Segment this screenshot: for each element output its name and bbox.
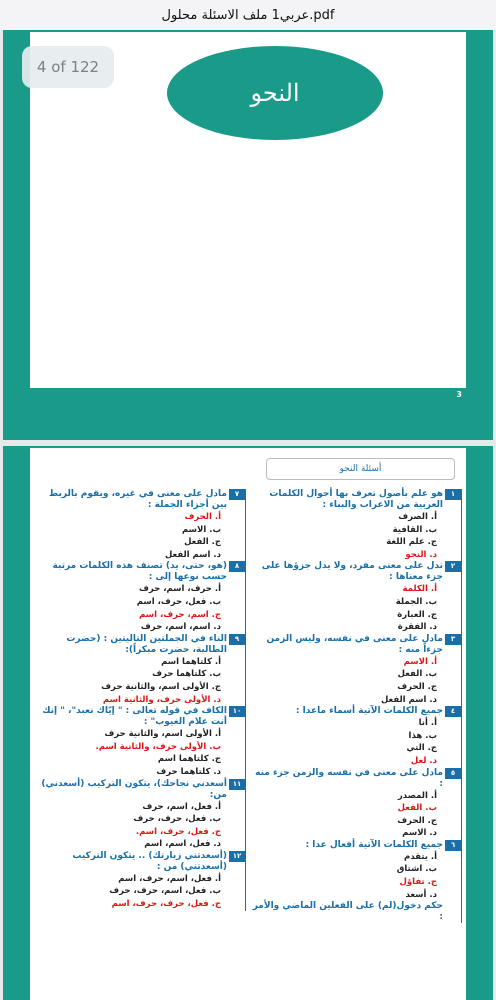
question-item xyxy=(34,851,245,911)
answer-option: أ. الأولى اسم، والثانية حرف xyxy=(104,729,221,740)
answer-option-correct: د. الأولى حرف، والثانية اسم xyxy=(102,694,221,705)
question-text: مادل على معنى في نفسه والزمن جزء منه : xyxy=(255,767,443,789)
answer-option-correct: ج. تفاؤل xyxy=(399,877,437,888)
question-text: تدل على معنى مفرد، ولا يدل جزؤها على جزء معناها : xyxy=(261,561,443,583)
question-item xyxy=(34,634,245,706)
question-number: ١١ xyxy=(229,779,245,790)
question-text: (هو، حتى، يد) تصنف هذه الكلمات مرتبة حسب نوعها إلى : xyxy=(52,561,227,583)
answer-option: ب. كلتاهما حرف xyxy=(152,669,221,680)
answer-option-correct: ج. فعل، حرف، حرف، اسم xyxy=(111,899,221,910)
answer-option: د. فعل، اسم، اسم xyxy=(144,839,221,850)
answer-option: د. الفقرة xyxy=(397,622,437,633)
answer-option: أ. فعل، اسم، حرف، اسم xyxy=(118,873,221,884)
question-item xyxy=(250,706,461,767)
question-item xyxy=(250,561,461,633)
answer-option: ج. الحرف xyxy=(397,815,437,826)
question-text: أسعدني نجاحك)، يتكون التركيب (أسعدني) من: xyxy=(41,778,227,800)
question-item xyxy=(250,489,461,561)
question-item xyxy=(34,706,245,778)
question-text: الكاف في قوله تعالى : " إيّاك نعبد"، " إنك أنت علام الغيوب" : xyxy=(42,706,227,728)
answer-option: ب. هذا xyxy=(408,730,437,741)
answer-option: ب. اشتاق xyxy=(396,864,437,875)
question-item xyxy=(250,634,461,706)
question-text: جميع الكلمات الآتية أسماء ماعدا : xyxy=(295,706,443,717)
question-item xyxy=(34,561,245,633)
question-text: حكم دخول(لم) على الفعلين الماضي والأمر : xyxy=(252,901,443,923)
answer-option: ب. فعل، حرف، اسم xyxy=(136,596,221,607)
page-number: 3 xyxy=(456,390,462,399)
answer-option: ب. الاسم xyxy=(182,524,221,535)
page-indicator[interactable]: 4 of 122 xyxy=(22,46,114,88)
question-number: ٩ xyxy=(229,634,245,645)
page-content xyxy=(30,448,466,1000)
question-item xyxy=(34,779,245,851)
answer-option-correct: أ. الاسم xyxy=(403,656,437,667)
left-question-column xyxy=(34,489,246,911)
answer-option-correct: د. لعل xyxy=(410,755,437,766)
answer-option: أ. يتقدم xyxy=(403,851,437,862)
answer-option: ج. الأولى اسم، والثانية حرف xyxy=(101,681,221,692)
answer-option-correct: ج. اسم، حرف، اسم xyxy=(139,609,221,620)
answer-option: د. اسم، اسم، حرف xyxy=(140,622,221,633)
questions-header: أسئلة النحو xyxy=(266,458,455,480)
question-number: ٣ xyxy=(445,634,461,645)
answer-option: أ. المصدر xyxy=(397,790,437,801)
pdf-page-4 xyxy=(3,446,493,1000)
answer-option: ب. القافية xyxy=(392,524,437,535)
question-number: ١٠ xyxy=(229,706,245,717)
question-item xyxy=(250,901,461,923)
question-text: مادل على معنى في غيره، ويقوم بالربط بين أجزاء الجملة : xyxy=(48,489,227,510)
question-number: ٢ xyxy=(445,561,461,572)
question-number: ٨ xyxy=(229,561,245,572)
answer-option: أ. فعل، اسم، حرف xyxy=(142,801,221,812)
answer-option: ج. الحرف xyxy=(397,681,437,692)
answer-option: ب. الجملة xyxy=(395,596,437,607)
answer-option-correct: ج. فعل، حرف، اسم. xyxy=(135,826,221,837)
question-text: هو علم بأصول تعرف بها أحوال الكلمات العربية من الاعراب والبناء : xyxy=(269,489,443,510)
question-number: ٧ xyxy=(229,489,245,500)
answer-option: د. الاسم xyxy=(402,828,437,839)
question-number: ٤ xyxy=(445,706,461,717)
question-text: التاء في الجملتين التاليتين : (حضرت الطالبة، حضرت مبكراً): xyxy=(66,633,227,655)
answer-option: أ. الصرف xyxy=(398,512,437,522)
answer-option: د. اسم الفعل xyxy=(380,694,437,705)
right-question-column xyxy=(250,489,462,923)
answer-option: ب. فعل، اسم، حرف، حرف xyxy=(109,886,221,897)
answer-option: ج. الفعل xyxy=(184,537,221,548)
answer-option-correct: ب. الأولى حرف، والثانية اسم. xyxy=(95,741,221,752)
answer-option: ج. علم اللغة xyxy=(386,537,437,548)
answer-option: ب. فعل، حرف، حرف xyxy=(133,814,221,825)
window-title: عربي1 ملف الاسئلة محلول.pdf xyxy=(0,0,496,30)
answer-option-correct: ب. الفعل xyxy=(397,803,437,814)
question-number: ٦ xyxy=(445,840,461,851)
question-number: ٥ xyxy=(445,768,461,779)
answer-option: أ. حرف، اسم، حرف xyxy=(139,584,221,595)
question-item xyxy=(250,768,461,840)
answer-option: ب. الفعل xyxy=(397,669,437,680)
question-item xyxy=(34,489,245,561)
answer-option: أ. أنا xyxy=(418,718,437,729)
answer-option: د. اسم الفعل xyxy=(164,549,221,560)
pdf-page-3 xyxy=(3,30,493,440)
answer-option: أ. كلتاهما اسم xyxy=(161,656,221,667)
answer-option-correct: أ. الكلمة xyxy=(402,584,437,595)
question-number: ١ xyxy=(445,489,461,500)
section-title: النحو xyxy=(250,79,300,107)
section-title-oval xyxy=(167,46,383,140)
question-text: جميع الكلمات الآتية أفعال عدا : xyxy=(305,839,443,850)
answer-option: د. أسعد xyxy=(405,889,437,900)
answer-option: ج. كلتاهما اسم xyxy=(157,754,221,765)
answer-option-correct: أ. الحرف xyxy=(184,512,221,522)
answer-option: ج. العبارة xyxy=(397,609,437,620)
question-number: ١٢ xyxy=(229,851,245,862)
answer-option: د. كلتاهما حرف xyxy=(156,766,221,777)
answer-option-correct: د. النحو xyxy=(405,549,437,560)
question-text: مادل على معنى في نفسه، وليس الزمن جزءاً منه : xyxy=(266,633,443,655)
answer-option: ج. التي xyxy=(406,743,437,754)
question-text: (أسعدتني زيارتك) .. يتكون التركيب (أسعدتني) من : xyxy=(72,850,227,872)
question-item xyxy=(250,840,461,901)
